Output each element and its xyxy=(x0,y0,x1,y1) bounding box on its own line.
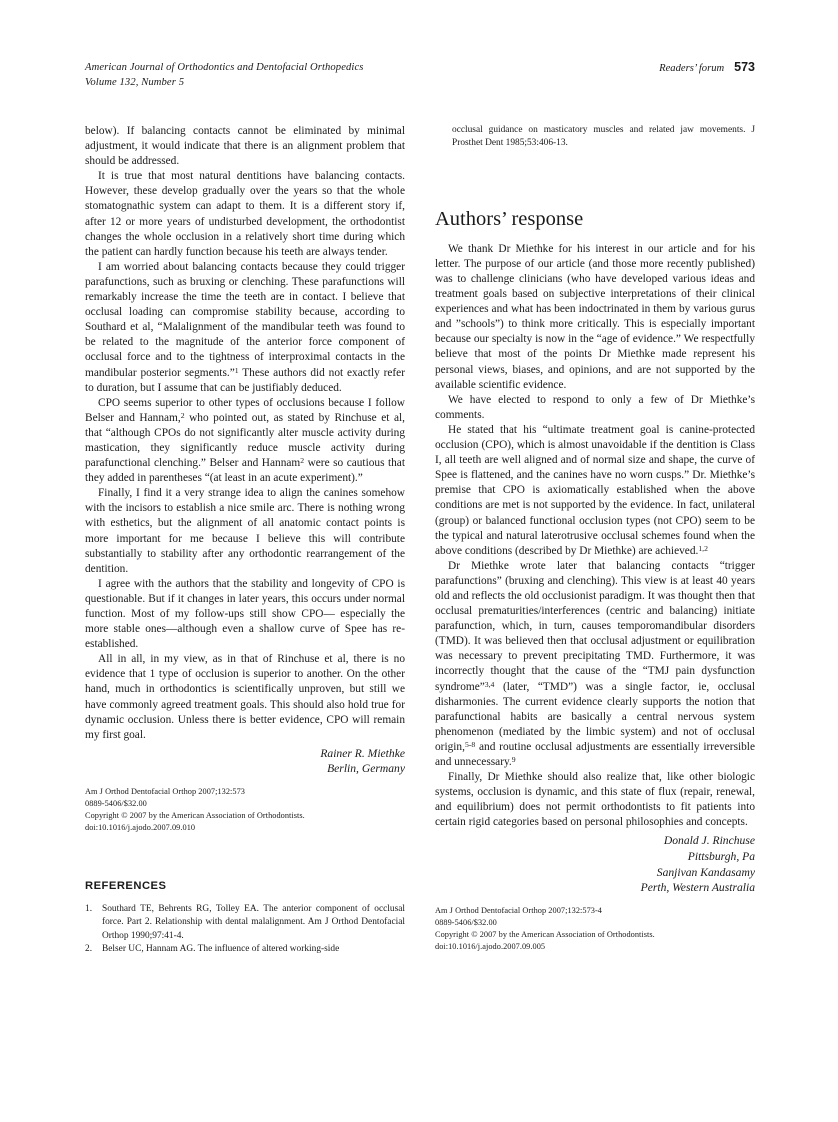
spacer xyxy=(85,892,405,903)
pubnote-doi: doi:10.1016/j.ajodo.2007.09.005 xyxy=(435,941,546,951)
pubnote-copyright: Copyright © 2007 by the American Association of Orthodontists. xyxy=(435,929,655,939)
paragraph-text-mid2: and routine occlusal adjustments are essentially irreversible and unnecessary. xyxy=(435,740,755,768)
author-affiliation: Berlin, Germany xyxy=(327,762,405,776)
reference-list xyxy=(85,903,405,957)
reference-item: Belser UC, Hannam AG. The influence of altered working-side xyxy=(102,944,340,955)
letter-signature xyxy=(435,833,755,895)
journal-volume-issue: Volume 132, Number 5 xyxy=(85,77,185,88)
section-heading-authors-response: Authors’ response xyxy=(435,207,584,230)
paragraph xyxy=(435,423,755,559)
pubnote-citation: Am J Orthod Dentofacial Orthop 2007;132:573-4 xyxy=(435,905,603,915)
spacer xyxy=(435,151,755,185)
pubnote-copyright: Copyright © 2007 by the American Association of Orthodontists. xyxy=(85,811,305,821)
paragraph xyxy=(85,396,405,487)
author-affiliation: Perth, Western Australia xyxy=(640,881,755,895)
footnote-ref: 2 xyxy=(180,410,185,420)
paragraph: Finally, Dr Miethke should also realize that, like other biologic systems, occlusion is dynamic, and this state of flux (repair, renewal, and equilibrium) does not permit orthodontists to fit patients into certain rigid categories based on personal philosophies and concepts. xyxy=(435,771,755,829)
column-right xyxy=(435,124,755,953)
pubnote-citation: Am J Orthod Dentofacial Orthop 2007;132:573 xyxy=(85,787,245,797)
pubnote-issn: 0889-5406/$32.00 xyxy=(435,917,497,927)
publication-note xyxy=(85,786,405,834)
running-head-journal xyxy=(85,60,363,90)
paragraph-text: I am worried about balancing contacts because they could trigger parafunctions, such as bruxing or clenching. These parafunctions will remarkably increase the time the teeth are in contact. I believe that occlusal loading can compromise stability because, according to Southard et al, “Malalignment of the mandibular teeth was found to be related to the magnitude of the anterior force component of occlusal force and to the tightness of interproximal contacts in the mandibular posterior segments.” xyxy=(85,260,405,379)
paragraph: It is true that most natural dentitions have balancing contacts. However, these develop gradually over the years so that the whole stomatognathic system can adapt to them. It is a different story if, after 12 or more years of undisturbed development, the orthodontist changes the whole occlusion in a relatively short time during which the patient can hardly function because his teeth are always tender. xyxy=(85,170,405,258)
paragraph xyxy=(85,260,405,396)
spacer xyxy=(85,834,405,880)
page-number: 573 xyxy=(734,60,755,74)
spacer xyxy=(435,231,755,242)
column-left xyxy=(85,124,405,957)
journal-title: American Journal of Orthodontics and Dentofacial Orthopedics xyxy=(85,62,364,73)
pubnote-doi: doi:10.1016/j.ajodo.2007.09.010 xyxy=(85,823,196,833)
reference-item-continued: occlusal guidance on masticatory muscles and related jaw movements. J Prosthet Dent 1985;53:406-13. xyxy=(452,125,755,149)
footnote-ref: 3,4 xyxy=(484,679,495,689)
author-name: Donald J. Rinchuse xyxy=(663,834,755,848)
section-label: Readers’ forum xyxy=(659,63,725,74)
paragraph-text-mid: (later, “TMD”) was a single factor, ie, occlusal disharmonies. The current evidence clearly supports the notion that parafunctional habits are basically a central nervous system phenomenon (mediated by the limbic system) and not of occlusal origin, xyxy=(435,680,755,753)
footnote-ref: 5-8 xyxy=(464,739,476,749)
running-head-right xyxy=(659,60,755,74)
letter-signature xyxy=(85,746,405,777)
paragraph: We thank Dr Miethke for his interest in our article and for his letter. The purpose of our article (and those more recently published) was to challenge clinicians (who have developed various ideas and treatment goals based on subjective interpretations of their clinical experiences and what has been indoctrinated in them by various gurus and ”schools”) to think more critically. This is especially important because our specialty is now in the “age of evidence.” We respectfully believe that most of the points Dr Miethke made represent his personal views, biases, and opinions, and are not supported by the available scientific evidence. xyxy=(435,242,755,391)
reference-continuation-block xyxy=(435,124,755,151)
paragraph: below). If balancing contacts cannot be eliminated by minimal adjustment, it would indicate that there is an alignment problem that should be addressed. xyxy=(85,125,405,168)
running-head xyxy=(85,60,755,90)
author-name: Rainer R. Miethke xyxy=(320,746,405,760)
paragraph-text: CPO seems superior to other types of occlusions because I follow Belser and Hannam, xyxy=(85,396,405,424)
footnote-ref: 2 xyxy=(300,455,305,465)
publication-note xyxy=(435,905,755,953)
spacer xyxy=(435,185,755,207)
references-heading: REFERENCES xyxy=(85,880,167,893)
paragraph-text: Dr Miethke wrote later that balancing contacts “trigger parafunctions” (bruxing and clenching). This view is at least 40 years old and reflects the old occlusionist paradigm. It was thought then that occlusal prematurities/interferences (centric and balancing) initiate parafunction, which, in turn, causes temporomandibular disorders (TMD). It was believed then that occlusal adjustment or equilibration was necessary to prevent precipitating TMD. Furthermore, it was incorrectly thought that the cause of the “TMJ pain dysfunction syndrome” xyxy=(435,559,755,693)
reference-item: Southard TE, Behrents RG, Tolley EA. The anterior component of occlusal force. Part 2. Relationship with dental malalignment. Am J Orthod Dentofacial Orthop 1990;97:41-4. xyxy=(102,904,405,941)
pubnote-issn: 0889-5406/$32.00 xyxy=(85,799,147,809)
paragraph-text-tail: These authors did not exactly refer to duration, but I assume that can be justifiably deduced. xyxy=(85,366,405,394)
author-affiliation: Pittsburgh, Pa xyxy=(687,850,755,864)
paragraph: All in all, in my view, as in that of Rinchuse et al, there is no evidence that 1 type of occlusion is superior to another. On the other hand, much in orthodontics is scientifically unproven, but still we have commonly agreed treatment goals. This should also hold true for dynamic occlusion. Unless there is better evidence, CPO will remain my first goal. xyxy=(85,653,405,741)
paragraph: I agree with the authors that the stability and longevity of CPO is questionable. But if it changes in later years, this occurs under normal function. Most of my follow-ups still show CPO— especially the more stable ones—although even a shallow curve of Spee has re-established. xyxy=(85,577,405,651)
author-name: Sanjivan Kandasamy xyxy=(656,865,755,879)
footnote-ref: 1 xyxy=(234,365,239,375)
paragraph-text-mid: who pointed out, as stated by Rinchuse et al, that “although CPOs do not significantly alter muscle activity during mastication, they significantly reduce muscle activity during parafunctional clenching.” Belser and Hannam xyxy=(85,411,405,470)
footnote-ref: 9 xyxy=(511,754,516,764)
footnote-ref: 1,2 xyxy=(698,543,708,553)
paragraph: Finally, I find it a very strange idea to align the canines somehow with the incisors to establish a nice smile arc. There is nothing wrong with esthetics, but the alignment of all anatomic contact points is more important for me because I believe this will contribute substantially to stability after any orthodontic rearrangement of the dentition. xyxy=(85,487,405,575)
paragraph: We have elected to respond to only a few of Dr Miethke’s comments. xyxy=(435,393,755,421)
paragraph xyxy=(435,559,755,770)
paragraph-text-tail: were so cautious that they added in parentheses “(at least in an acute experiment).” xyxy=(85,457,405,485)
paragraph-text: He stated that his “ultimate treatment goal is canine-protected occlusion (CPO), which is almost unavoidable if the dentition is Class I, all teeth are well aligned and of normal size and shape, the curve of Spee is flattened, and the canines have no worn cusps.” Dr. Miethke’s premise that CPO is axiomatically established when the above conditions are met is not supported by the evidence. In fact, unilateral (group) or balanced functional occlusion types (not CPO) seem to be the typical and natural laterotrusive occlusal schemes found when the above conditions (described by Dr Miethke) are achieved. xyxy=(435,423,755,557)
